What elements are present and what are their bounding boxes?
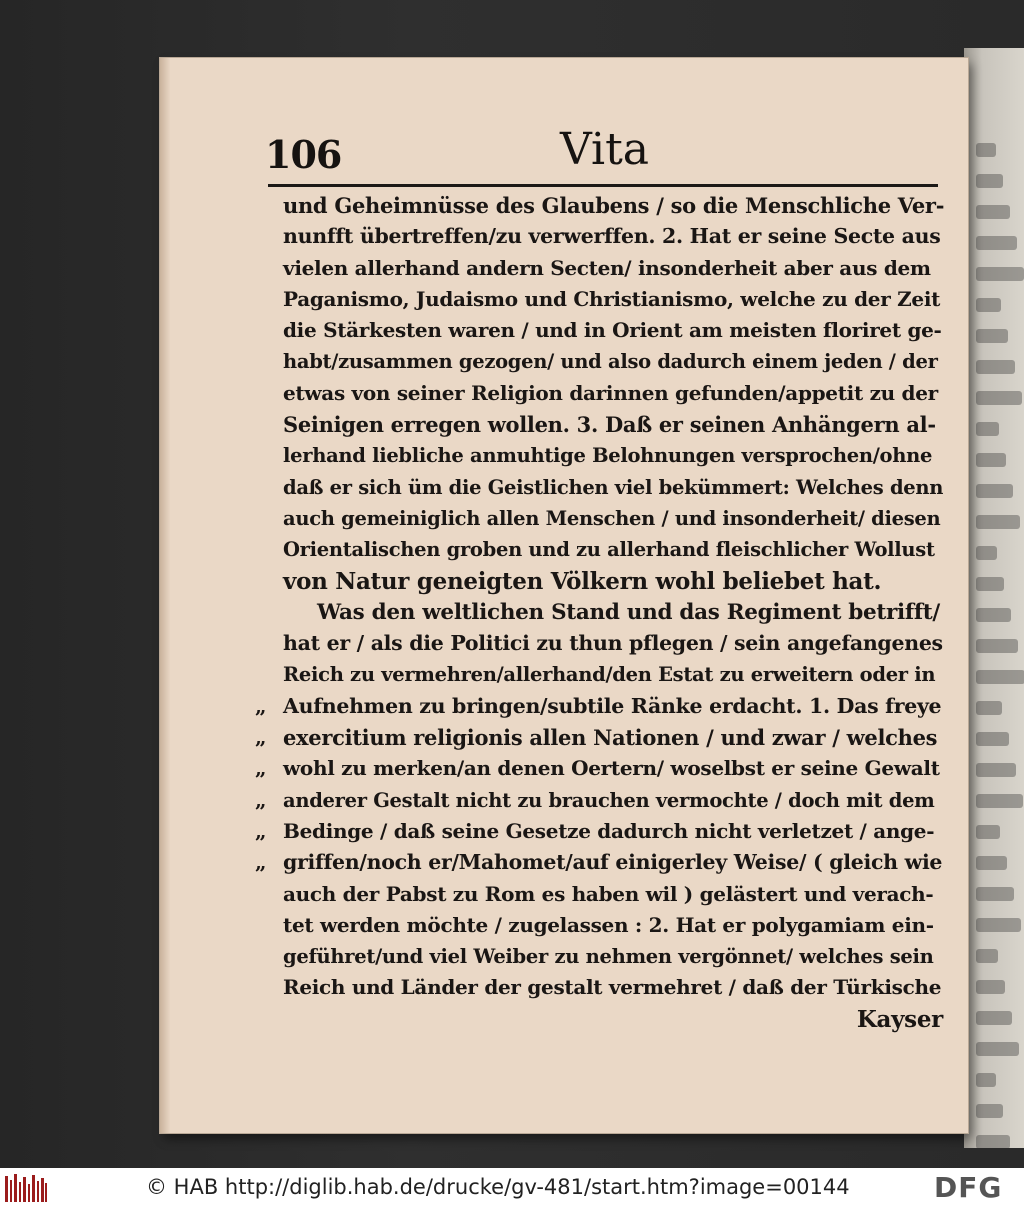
line-text: und Geheimnüsse des Glaubens / so die Menschliche Ver- bbox=[283, 193, 945, 218]
line-text: Reich zu vermehren/allerhand/den Estat zu erweitern oder in bbox=[283, 663, 936, 687]
bleed-through-mark bbox=[976, 453, 1006, 467]
text-line bbox=[283, 409, 943, 440]
bleed-through-mark bbox=[976, 701, 1002, 715]
text-line bbox=[255, 816, 943, 847]
bleed-through-mark bbox=[976, 732, 1009, 746]
line-text: anderer Gestalt nicht zu brauchen vermochte / doch mit dem bbox=[283, 788, 935, 812]
bleed-through-mark bbox=[976, 1104, 1003, 1118]
line-text: auch gemeiniglich allen Menschen / und insonderheit/ diesen bbox=[283, 506, 941, 530]
line-text: Was den weltlichen Stand und das Regiment betrifft/ bbox=[317, 599, 940, 625]
quote-marker: „ bbox=[255, 756, 267, 781]
bleed-through-mark bbox=[976, 639, 1018, 653]
text-line bbox=[283, 879, 943, 910]
bleed-through-mark bbox=[976, 918, 1021, 932]
footer-bar bbox=[0, 1168, 1024, 1209]
page-number: 106 bbox=[265, 132, 342, 177]
bleed-through-mark bbox=[976, 763, 1016, 777]
page-gutter bbox=[160, 58, 170, 1133]
dfg-logo: DFG bbox=[934, 1171, 1003, 1204]
text-line bbox=[283, 346, 943, 377]
text-line bbox=[283, 972, 943, 1003]
header-rule bbox=[268, 184, 938, 187]
bleed-through-mark bbox=[976, 236, 1017, 250]
bleed-through-mark bbox=[976, 577, 1004, 591]
line-text: Bedinge / daß seine Gesetze dadurch nicht verletzet / ange- bbox=[283, 818, 935, 843]
bleed-through-mark bbox=[976, 825, 1000, 839]
line-text: von Natur geneigten Völkern wohl beliebet hat. bbox=[283, 567, 882, 595]
line-text: wohl zu merken/an denen Oertern/ woselbst er seine Gewalt bbox=[283, 756, 940, 781]
text-line bbox=[283, 378, 943, 409]
bleed-through-mark bbox=[976, 546, 997, 560]
line-text: Reich und Länder der gestalt vermehret / daß der Türkische bbox=[283, 975, 942, 1000]
line-text: Orientalischen groben und zu allerhand fleischlicher Wollust bbox=[283, 538, 935, 562]
bleed-through-mark bbox=[976, 174, 1003, 188]
text-line bbox=[283, 628, 943, 659]
line-text: geführet/und viel Weiber zu nehmen vergönnet/ welches sein bbox=[283, 945, 934, 969]
quote-marker: „ bbox=[255, 818, 267, 843]
bleed-through-mark bbox=[976, 1011, 1012, 1025]
body-text bbox=[255, 190, 945, 1035]
text-line bbox=[255, 847, 943, 878]
bleed-through-mark bbox=[976, 391, 1022, 405]
line-text: die Stärkesten waren / und in Orient am meisten floriret ge- bbox=[283, 318, 942, 343]
adjacent-page-edge bbox=[964, 48, 1024, 1148]
bleed-through-mark bbox=[976, 422, 999, 436]
bleed-through-mark bbox=[976, 143, 996, 157]
text-line bbox=[283, 253, 943, 284]
quote-marker: „ bbox=[255, 787, 267, 812]
bleed-through-mark bbox=[976, 1073, 996, 1087]
text-line bbox=[283, 941, 943, 972]
bleed-through-mark bbox=[976, 856, 1007, 870]
text-line bbox=[255, 691, 943, 722]
line-text: etwas von seiner Religion darinnen gefunden/appetit zu der bbox=[283, 380, 938, 405]
bleed-through-mark bbox=[976, 608, 1011, 622]
line-text: Paganismo, Judaismo und Christianismo, welche zu der Zeit bbox=[283, 286, 941, 311]
text-line bbox=[255, 722, 943, 753]
bleed-through-mark bbox=[976, 1042, 1019, 1056]
line-text: vielen allerhand andern Secten/ insonderheit aber aus dem bbox=[283, 255, 931, 280]
bleed-through-mark bbox=[976, 949, 998, 963]
bleed-through-mark bbox=[976, 794, 1023, 808]
page-title: Vita bbox=[560, 124, 649, 175]
bleed-through-mark bbox=[976, 515, 1020, 529]
line-text: auch der Pabst zu Rom es haben wil ) gelästert und verach- bbox=[283, 881, 934, 906]
line-text: nunfft übertreffen/zu verwerffen. 2. Hat er seine Secte aus bbox=[283, 224, 941, 249]
text-line bbox=[283, 284, 943, 315]
text-line bbox=[283, 566, 943, 597]
line-text: Seinigen erregen wollen. 3. Daß er seinen Anhängern al- bbox=[283, 412, 936, 438]
quote-marker: „ bbox=[255, 850, 267, 875]
text-line bbox=[283, 190, 943, 221]
quote-marker: „ bbox=[255, 725, 267, 750]
bleed-through-mark bbox=[976, 887, 1014, 901]
text-line bbox=[283, 597, 943, 628]
text-line bbox=[283, 221, 943, 252]
text-line bbox=[255, 785, 943, 816]
bleed-through-mark bbox=[976, 298, 1001, 312]
copyright-link[interactable]: © HAB http://diglib.hab.de/drucke/gv-481/start.htm?image=00144 bbox=[146, 1175, 850, 1199]
line-text: exercitium religionis allen Nationen / und zwar / welches bbox=[283, 725, 938, 751]
line-text: daß er sich üm die Geistlichen viel bekümmert: Welches denn bbox=[283, 475, 944, 499]
text-line bbox=[283, 440, 943, 471]
bleed-through-mark bbox=[976, 205, 1010, 219]
line-text: habt/zusammen gezogen/ und also dadurch einem jeden / der bbox=[283, 350, 938, 374]
bleed-through-mark bbox=[976, 670, 1024, 684]
bleed-through-mark bbox=[976, 329, 1008, 343]
text-line bbox=[283, 472, 943, 503]
bleed-through-mark bbox=[976, 1135, 1010, 1148]
text-line bbox=[283, 910, 943, 941]
text-line bbox=[283, 315, 943, 346]
bleed-through-mark bbox=[976, 267, 1024, 281]
text-line bbox=[283, 659, 943, 690]
catchword: Kayser bbox=[856, 1005, 943, 1033]
line-text: lerhand liebliche anmuhtige Belohnungen versprochen/ohne bbox=[283, 444, 933, 468]
bleed-through-mark bbox=[976, 980, 1005, 994]
quote-marker: „ bbox=[255, 693, 267, 718]
text-line bbox=[283, 534, 943, 565]
text-line bbox=[255, 753, 943, 784]
bleed-through-mark bbox=[976, 484, 1013, 498]
line-text: griffen/noch er/Mahomet/auf einigerley Weise/ ( gleich wie bbox=[283, 850, 943, 875]
bleed-through-mark bbox=[976, 360, 1015, 374]
line-text: hat er / als die Politici zu thun pflegen / sein angefangenes bbox=[283, 631, 943, 656]
line-text: tet werden möchte / zugelassen : 2. Hat er polygamiam ein- bbox=[283, 912, 934, 937]
hab-logo-icon bbox=[4, 1172, 48, 1205]
text-line bbox=[283, 503, 943, 534]
line-text: Aufnehmen zu bringen/subtile Ränke erdacht. 1. Das freye bbox=[283, 693, 942, 718]
